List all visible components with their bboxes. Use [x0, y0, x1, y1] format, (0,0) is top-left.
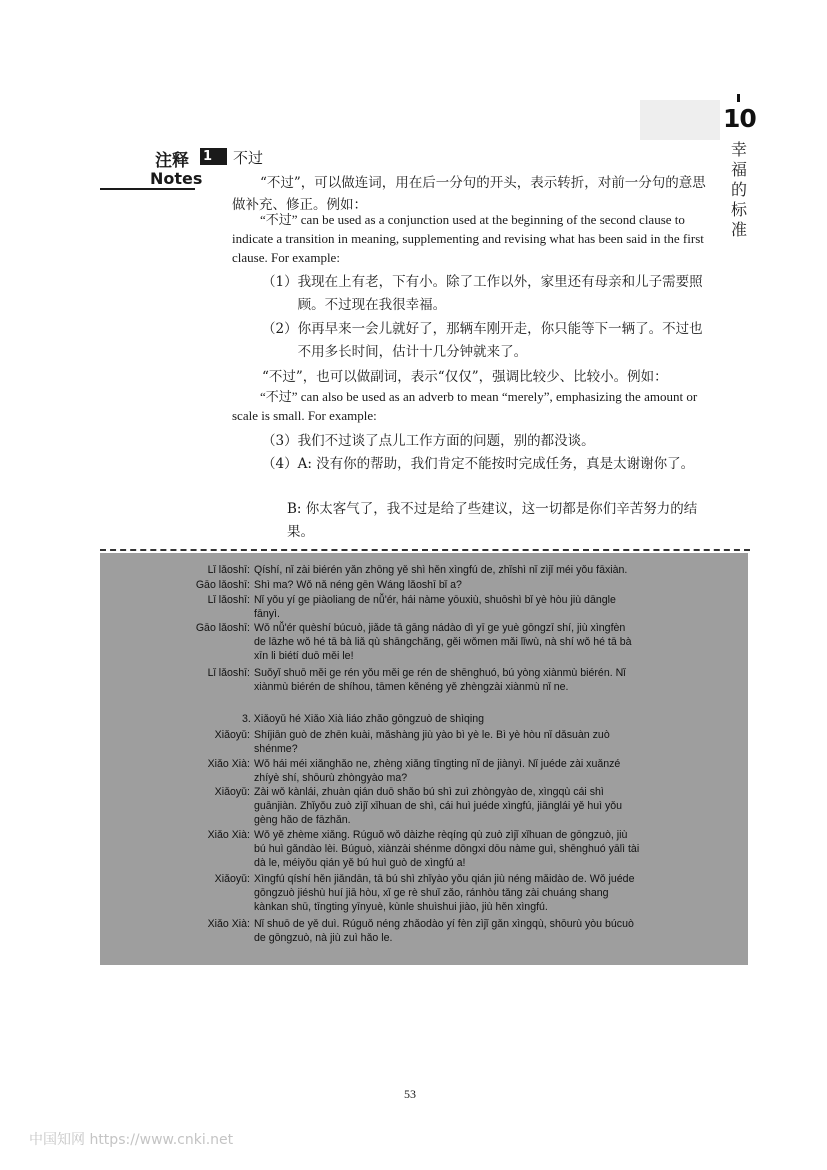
faded-background-text — [640, 100, 720, 140]
speaker-name: Lǐ lǎoshī: — [207, 564, 250, 576]
para2-chinese: “不过”，也可以做副词，表示“仅仅”，强调比较少、比较小。例如： — [262, 369, 668, 385]
speaker-name: Gāo lǎoshī: — [195, 622, 250, 634]
dialogue-text: Nǐ yǒu yí ge piàoliang de nǚ'ér, hái nàme yōuxiù, shuōshì bǐ yè hòu jiù dāngle fānyì. — [254, 594, 616, 620]
dialogue-text: Wǒ yě zhème xiǎng. Rúguǒ wǒ dàizhe rèqíng qù zuò zìjǐ xǐhuan de gōngzuò, jiù bú huì gǎndào lèi. Búguò, xiànzài shénme dōngxi dōu nàme guì, shēnghuó yālì tài dà le, méiyǒu qián yě bú huì guò de xìngfú a! — [254, 829, 640, 869]
dialogue-line — [170, 872, 640, 914]
dialogue-text: Xìngfú qíshí hěn jiǎndān, tā bú shì zhǐyào yǒu qián jiù néng mǎidào de. Wǒ juéde gōngzuò jiéshù huí jiā hòu, xǐ ge rè shuǐ zǎo, ránhòu tǎng zài chuáng shang kànkan shū, tīngting yīnyuè, kùnle shuìshui jiào, jiù hěn xìngfú. — [254, 873, 635, 913]
dialogue-line — [170, 785, 640, 827]
para2-english: “不过” can also be used as an adverb to mean “merely”, emphasizing the amount or scale is small. For example: — [232, 389, 698, 423]
example-number: （1） — [262, 274, 298, 290]
dialogue-text: Qíshí, nǐ zài biérén yǎn zhōng yě shì hěn xìngfú de, zhǐshì nǐ zìjǐ méi yǒu fāxiàn. — [254, 564, 628, 576]
speaker-name: Xiǎoyǔ: — [214, 729, 250, 741]
notes-label-en: Notes — [150, 169, 203, 188]
dialogue-text: Wǒ hái méi xiǎnghǎo ne, zhèng xiǎng tīngting nǐ de jiànyì. Nǐ juéde zài xuǎnzé zhíyè shí, shōurù zhòngyào ma? — [254, 758, 621, 784]
example-2 — [262, 318, 707, 364]
dialogue-line — [170, 666, 640, 694]
notes-label-zh: 注释 — [155, 151, 189, 171]
example-text: A: 没有你的帮助，我们肯定不能按时完成任务，真是太谢谢你了。 — [297, 456, 695, 472]
speaker-name: Xiǎoyǔ: — [214, 786, 250, 798]
chapter-title: 幸福的标准 — [731, 140, 748, 239]
dialogue-line — [170, 621, 640, 663]
example-text: 我现在上有老，下有小。除了工作以外，家里还有母亲和儿子需要照顾。不过现在我很幸福。 — [297, 274, 703, 313]
example-3 — [262, 430, 707, 453]
dialogue-text: Suǒyǐ shuō měi ge rén yǒu měi ge rén de shēnghuó, bú yòng xiànmù biérén. Nǐ xiànmù biérén de shíhou, tāmen kěnéng yě zhèngzài xiànmù nǐ ne. — [254, 667, 626, 693]
section-3-title: 3. Xiǎoyǔ hé Xiǎo Xià liáo zhǎo gōngzuò de shìqing — [242, 713, 485, 725]
example-number: （4） — [262, 456, 298, 472]
dialogue-line — [170, 593, 640, 621]
dialogue-line — [170, 757, 640, 785]
para1-chinese: “不过”，可以做连词，用在后一分句的开头，表示转折，对前一分句的意思做补充、修正。例如： — [232, 175, 706, 213]
note-topic: 不过 — [233, 149, 264, 167]
example-4b — [287, 498, 707, 544]
example-text: B: 你太客气了，我不过是给了些建议，这一切都是你们辛苦努力的结果。 — [287, 501, 698, 540]
dialogue-text: Nǐ shuō de yě duì. Rúguǒ néng zhǎodào yí fèn zìjǐ gǎn xìngqù, shōurù yòu búcuò de gōngzuò, nà jiù zuì hǎo le. — [254, 918, 634, 944]
page-number: 53 — [404, 1087, 416, 1101]
speaker-name: Gāo lǎoshī: — [195, 579, 250, 591]
speaker-name: Xiǎo Xià: — [207, 918, 250, 930]
speaker-name: Lǐ lǎoshī: — [207, 594, 250, 606]
example-number: （3） — [262, 433, 298, 449]
chapter-tick-mark — [737, 94, 740, 102]
dialogue-line — [170, 828, 640, 870]
example-4a — [262, 453, 707, 476]
chapter-number: 10 — [723, 104, 756, 133]
notes-underline — [100, 188, 195, 190]
example-text: 你再早来一会儿就好了，那辆车刚开走，你只能等下一辆了。不过也不用多长时间，估计十几分钟就来了。 — [297, 321, 703, 360]
dialogue-line — [170, 578, 640, 592]
dialogue-text: Wǒ nǚ'ér quèshí búcuò, jiǎde tā gāng nádào dì yī ge yuè gōngzī shí, jiù xìngfèn de lāzhe wǒ hé tā bà liǎ qù shāngchǎng, gěi wǒmen mǎi lǐwù, nà shí wǒ hé tā bà xīn li biétí duō měi le! — [254, 622, 632, 662]
speaker-name: Lǐ lǎoshī: — [207, 667, 250, 679]
speaker-name: Xiǎoyǔ: — [214, 873, 250, 885]
para1-english: “不过” can be used as a conjunction used at the beginning of the second clause to indicate a transition in meaning, supplementing and revising what has been said in the first clause. For example: — [232, 212, 704, 265]
example-number: （2） — [262, 321, 298, 337]
speaker-name: Xiǎo Xià: — [207, 758, 250, 770]
watermark: 中国知网 https://www.cnki.net — [29, 1132, 234, 1148]
note-number-badge: 1 — [200, 148, 227, 165]
dialogue-line — [170, 563, 640, 577]
example-text: 我们不过谈了点儿工作方面的问题，别的都没谈。 — [297, 433, 595, 449]
speaker-name: Xiǎo Xià: — [207, 829, 250, 841]
dashed-divider — [100, 549, 750, 551]
dialogue-text: Zài wǒ kànlái, zhuàn qián duō shǎo bú shì zuì zhòngyào de, xìngqù cái shì guānjiàn. Zhǐyǒu zuò zìjǐ xǐhuan de shì, cái huì juéde xìngfú, jiānglái yě huì yǒu gèng hǎo de fāzhǎn. — [254, 786, 623, 826]
dialogue-line — [170, 917, 640, 945]
example-1 — [262, 271, 707, 317]
dialogue-text: Shíjiān guò de zhēn kuài, mǎshàng jiù yào bì yè le. Bì yè hòu nǐ dǎsuàn zuò shénme? — [254, 729, 610, 755]
dialogue-text: Shì ma? Wǒ nǎ néng gēn Wáng lǎoshī bǐ a? — [254, 579, 462, 591]
dialogue-line — [170, 728, 640, 756]
